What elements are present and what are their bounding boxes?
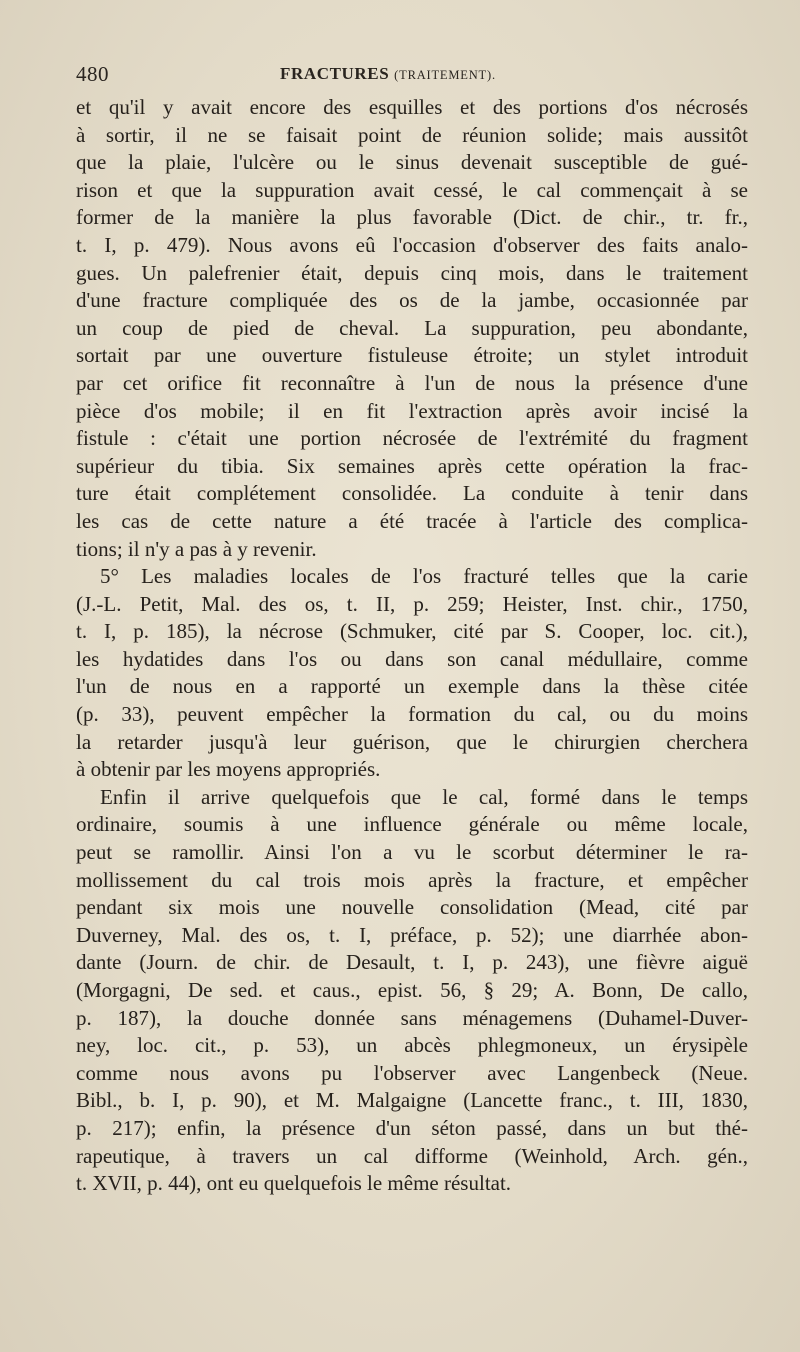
text-line: rapeutique, à travers un cal difforme (Weinhold, Arch. gén., (76, 1143, 748, 1168)
text-line: à obtenir par les moyens appropriés. (76, 757, 381, 782)
text-line: 5° Les maladies locales de l'os fracturé telles que la carie (100, 564, 748, 589)
text-line: p. 187), la douche donnée sans ménagemens (Duhamel-Duver- (76, 1005, 748, 1030)
page-number: 480 (76, 62, 109, 86)
text-line: et qu'il y avait encore des esquilles et des portions d'os nécrosés (76, 95, 748, 119)
text-line: t. I, p. 479). Nous avons eû l'occasion d'observer des faits analo- (76, 232, 748, 257)
text-line: Duverney, Mal. des os, t. I, préface, p. 52); une diarrhée abon- (76, 922, 748, 947)
text-line: Bibl., b. I, p. 90), et M. Malgaigne (Lancette franc., t. III, 1830, (76, 1088, 748, 1113)
text-line: gues. Un palefrenier était, depuis cinq mois, dans le traitement (76, 260, 748, 285)
text-line: l'un de nous en a rapporté un exemple dans la thèse citée (76, 674, 748, 699)
text-line: pièce d'os mobile; il en fit l'extraction après avoir incisé la (76, 398, 748, 423)
text-line: (J.-L. Petit, Mal. des os, t. II, p. 259; Heister, Inst. chir., 1750, (76, 591, 748, 616)
text-line: Enfin il arrive quelquefois que le cal, formé dans le temps (100, 784, 748, 809)
text-line: ney, loc. cit., p. 53), un abcès phlegmoneux, un érysipèle (76, 1033, 748, 1058)
text-line: les cas de cette nature a été tracée à l'article des complica- (76, 508, 748, 533)
text-line: peut se ramollir. Ainsi l'on a vu le scorbut déterminer le ra- (76, 840, 748, 865)
text-line: que la plaie, l'ulcère ou le sinus devenait susceptible de gué- (76, 150, 748, 175)
text-line: p. 217); enfin, la présence d'un séton passé, dans un but thé- (76, 1115, 748, 1140)
text-line: dante (Journ. de chir. de Desault, t. I, p. 243), une fièvre aiguë (76, 950, 748, 975)
text-line: pendant six mois une nouvelle consolidation (Mead, cité par (76, 895, 748, 920)
text-line: former de la manière la plus favorable (Dict. de chir., tr. fr., (76, 205, 748, 230)
running-title-sub: (TRAITEMENT). (394, 68, 496, 82)
text-line: supérieur du tibia. Six semaines après cette opération la frac- (76, 453, 748, 478)
page-header (76, 62, 748, 90)
text-line: t. I, p. 185), la nécrose (Schmuker, cité par S. Cooper, loc. cit.), (76, 619, 748, 644)
text-line: un coup de pied de cheval. La suppuration, peu abondante, (76, 315, 748, 340)
running-title-main: FRACTURES (280, 64, 390, 83)
text-line: sortait par une ouverture fistuleuse étroite; un stylet introduit (76, 343, 748, 368)
text-line: comme nous avons pu l'observer avec Langenbeck (Neue. (76, 1060, 748, 1085)
text-line: tions; il n'y a pas à y revenir. (76, 536, 317, 561)
body-text (76, 94, 748, 1198)
text-line: ture était complétement consolidée. La conduite à tenir dans (76, 481, 748, 506)
text-line: fistule : c'était une portion nécrosée de l'extrémité du fragment (76, 426, 748, 451)
text-line: à sortir, il ne se faisait point de réunion solide; mais aussitôt (76, 122, 748, 147)
text-line: d'une fracture compliquée des os de la jambe, occasionnée par (76, 288, 748, 313)
text-line: ordinaire, soumis à une influence générale ou même locale, (76, 812, 748, 837)
text-line: la retarder jusqu'à leur guérison, que le chirurgien cherchera (76, 729, 748, 754)
running-title (280, 64, 496, 84)
text-line: (Morgagni, De sed. et caus., epist. 56, § 29; A. Bonn, De callo, (76, 978, 748, 1002)
text-line: (p. 33), peuvent empêcher la formation du cal, ou du moins (76, 702, 748, 727)
text-line: par cet orifice fit reconnaître à l'un de nous la présence d'une (76, 370, 748, 395)
text-line: t. XVII, p. 44), ont eu quelquefois le même résultat. (76, 1171, 512, 1196)
text-line: mollissement du cal trois mois après la fracture, et empêcher (76, 867, 748, 892)
text-line: les hydatides dans l'os ou dans son canal médullaire, comme (76, 646, 748, 671)
text-line: rison et que la suppuration avait cessé, le cal commençait à se (76, 177, 748, 202)
